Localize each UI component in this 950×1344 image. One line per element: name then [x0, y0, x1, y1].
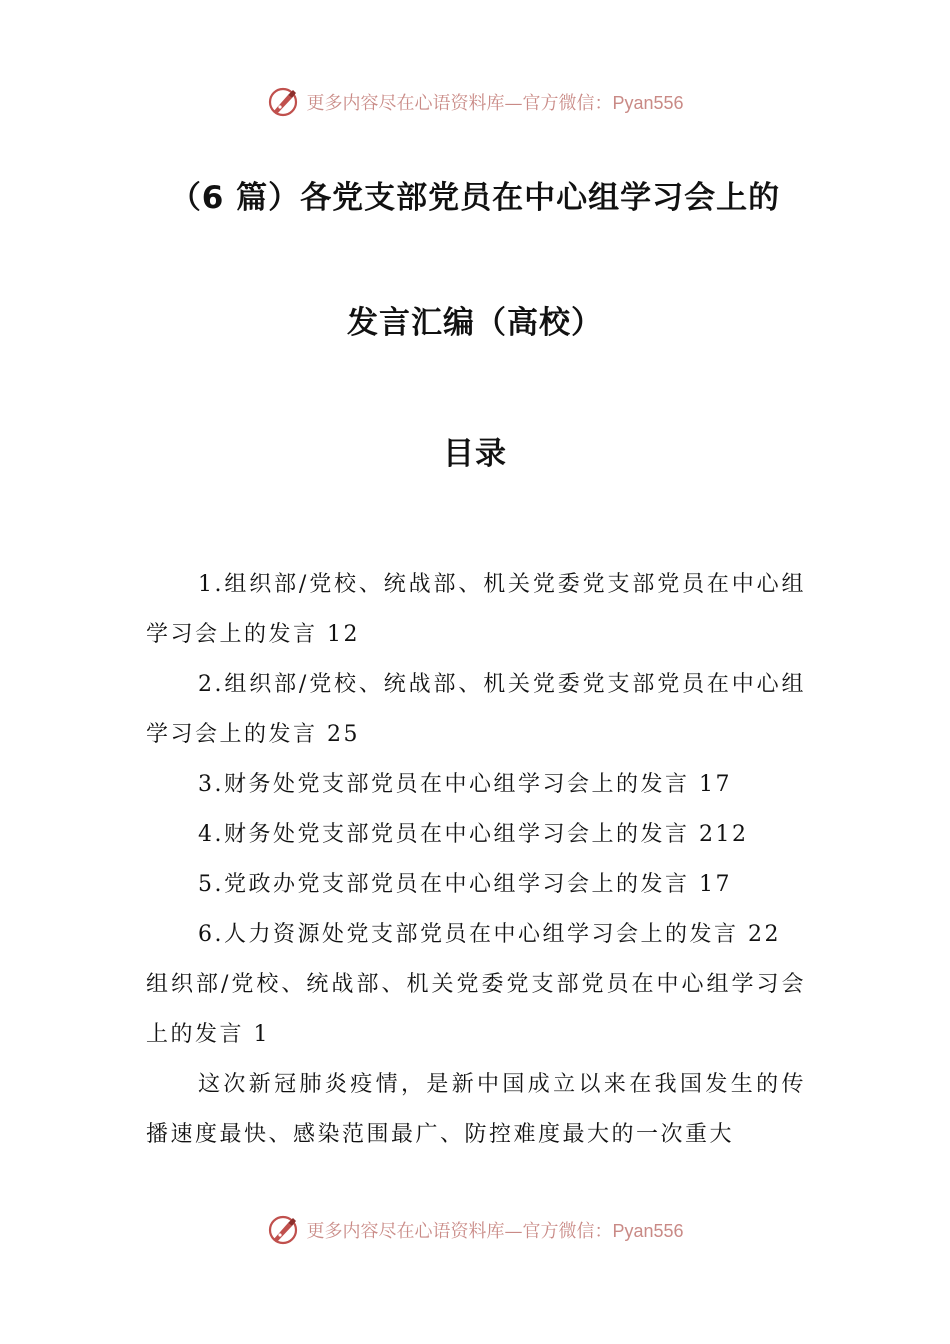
watermark-text: 更多内容尽在心语资料库—官方微信：Pyan556 — [306, 1221, 684, 1242]
pen-nib-circle-icon — [266, 85, 300, 119]
watermark-wechat-id: Pyan556 — [612, 1221, 684, 1241]
toc-item-5: 5.党政办党支部党员在中心组学习会上的发言 17 — [198, 872, 732, 897]
footer-watermark — [0, 1210, 950, 1250]
toc-item-1: 1.组织部/党校、统战部、机关党委党支部党员在中心组学习会上的发言 12 — [146, 572, 806, 647]
toc-item-2: 2.组织部/党校、统战部、机关党委党支部党员在中心组学习会上的发言 25 — [146, 672, 806, 747]
body-paragraph: 这次新冠肺炎疫情，是新中国成立以来在我国发生的传播速度最快、感染范围最广、防控难度最大的一次重大 — [146, 1072, 806, 1147]
watermark-text: 更多内容尽在心语资料库—官方微信：Pyan556 — [306, 93, 684, 114]
toc-heading: 目录 — [443, 436, 507, 472]
toc-list — [146, 560, 806, 1160]
section-title: 组织部/党校、统战部、机关党委党支部党员在中心组学习会上的发言 1 — [146, 972, 806, 1047]
pen-nib-circle-icon — [266, 1213, 300, 1247]
toc-item-3: 3.财务处党支部党员在中心组学习会上的发言 17 — [198, 772, 732, 797]
document-title-line2: 发言汇编（高校） — [347, 305, 603, 341]
watermark-wechat-id: Pyan556 — [612, 93, 684, 113]
document-title-line1: （6 篇）各党支部党员在中心组学习会上的 — [169, 180, 781, 216]
header-watermark — [0, 82, 950, 122]
toc-item-4: 4.财务处党支部党员在中心组学习会上的发言 212 — [198, 822, 749, 847]
toc-item-6: 6.人力资源处党支部党员在中心组学习会上的发言 22 — [198, 922, 781, 947]
